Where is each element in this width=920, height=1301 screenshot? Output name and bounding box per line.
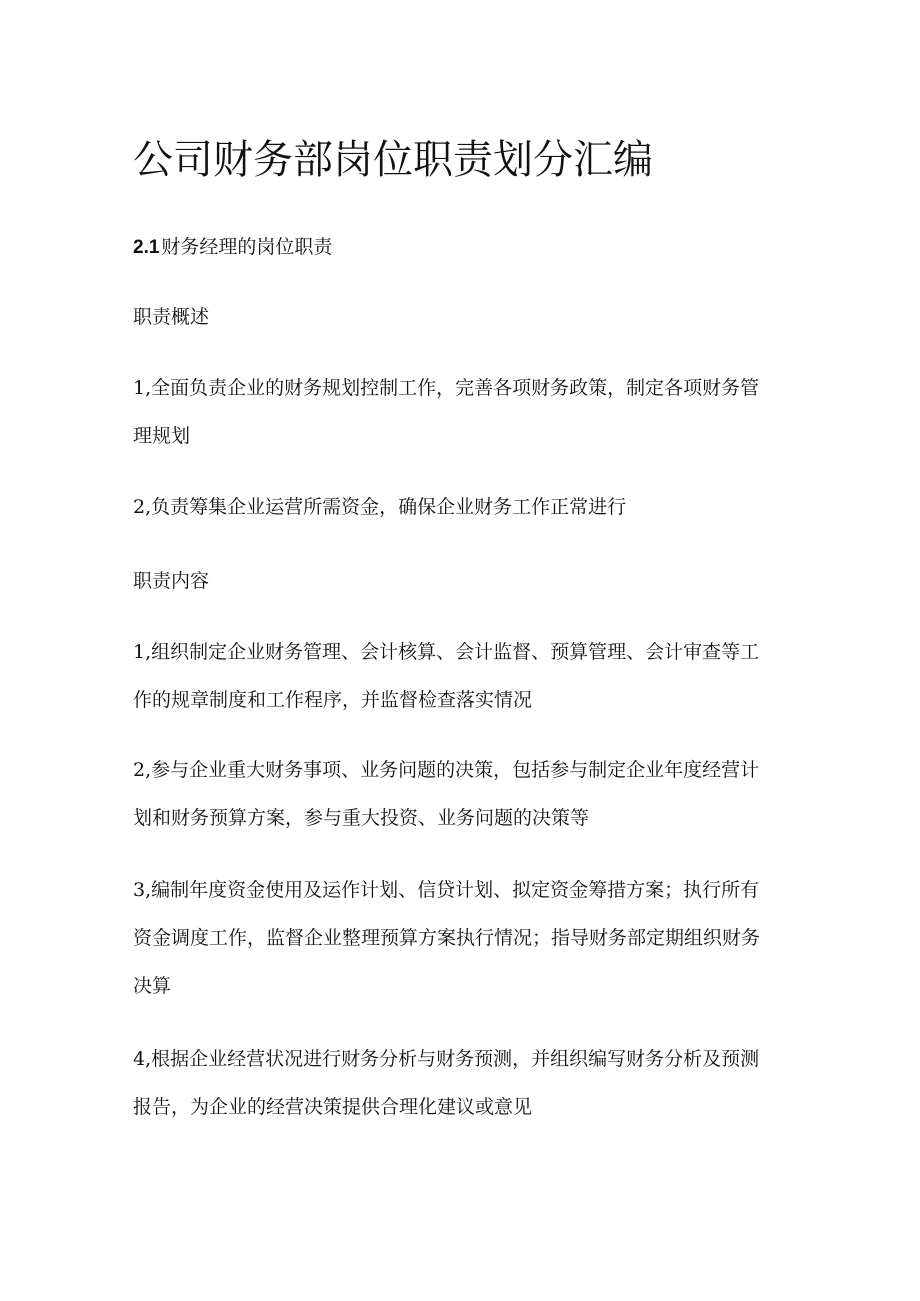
content-item-2 xyxy=(133,746,793,842)
section-title: 财务经理的岗位职责 xyxy=(161,236,333,258)
overview-item-2 xyxy=(133,483,793,531)
paragraph-line: 4,根据企业经营状况进行财务分析与财务预测，并组织编写财务分析及预测 xyxy=(133,1048,760,1070)
paragraph-line: 1,组织制定企业财务管理、会计核算、会计监督、预算管理、会计审查等工 xyxy=(133,641,760,663)
paragraph-line: 资金调度工作，监督企业整理预算方案执行情况；指导财务部定期组织财务 xyxy=(133,927,761,949)
paragraph-line: 3,编制年度资金使用及运作计划、信贷计划、拟定资金筹措方案；执行所有 xyxy=(133,879,760,901)
overview-heading: 职责概述 xyxy=(133,306,210,328)
paragraph-line: 2,参与企业重大财务事项、业务问题的决策，包括参与制定企业年度经营计 xyxy=(133,759,760,781)
paragraph-line: 报告，为企业的经营决策提供合理化建议或意见 xyxy=(133,1096,533,1118)
content-item-1 xyxy=(133,628,793,724)
paragraph-line: 决算 xyxy=(133,975,172,997)
paragraph-line: 作的规章制度和工作程序，并监督检查落实情况 xyxy=(133,689,533,711)
section-number: 2.1 xyxy=(133,237,160,258)
paragraph-line: 理规划 xyxy=(133,425,191,447)
overview-item-1 xyxy=(133,364,793,460)
content-heading: 职责内容 xyxy=(133,570,210,592)
page-title: 公司财务部岗位职责划分汇编 xyxy=(133,137,653,183)
paragraph-line: 划和财务预算方案，参与重大投资、业务问题的决策等 xyxy=(133,807,590,829)
paragraph-line: 2,负责筹集企业运营所需资金，确保企业财务工作正常进行 xyxy=(133,496,627,518)
section-heading xyxy=(133,232,332,263)
content-item-4 xyxy=(133,1035,793,1131)
content-item-3 xyxy=(133,866,793,1010)
paragraph-line: 1,全面负责企业的财务规划控制工作，完善各项财务政策，制定各项财务管 xyxy=(133,377,760,399)
